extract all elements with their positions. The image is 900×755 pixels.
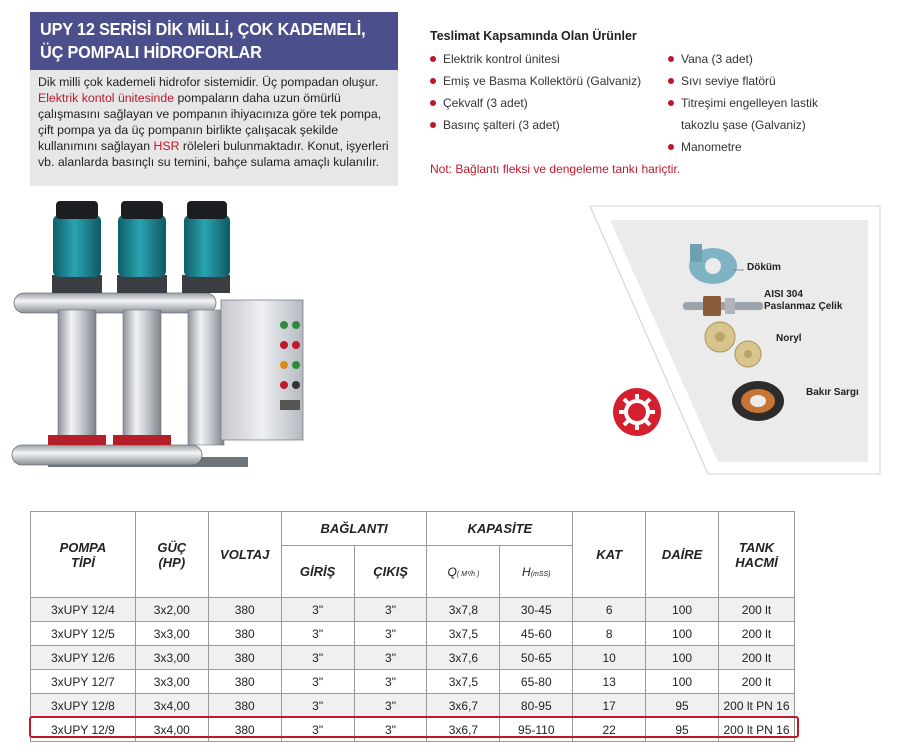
delivery-item — [668, 92, 818, 114]
cell-outlet: 3" — [354, 718, 427, 742]
bullet-icon — [668, 56, 674, 62]
delivery-list-right — [668, 48, 818, 158]
delivery-item-label: takozlu şase (Galvaniz) — [681, 118, 806, 132]
cell-model: 3xUPY 12/4 — [31, 598, 136, 622]
bullet-icon — [430, 56, 436, 62]
cell-outlet: 3" — [354, 646, 427, 670]
bullet-icon — [668, 78, 674, 84]
material-label-stainless: Paslanmaz Çelik — [764, 301, 843, 312]
cell-floors: 13 — [573, 670, 646, 694]
delivery-scope-title: Teslimat Kapsamında Olan Ürünler — [430, 29, 637, 43]
cell-power: 3x4,00 — [135, 718, 208, 742]
materials-background — [588, 204, 882, 476]
cell-head: 95-110 — [500, 718, 573, 742]
header-voltage: VOLTAJ — [208, 512, 281, 598]
cell-floors: 8 — [573, 622, 646, 646]
cell-inlet: 3" — [281, 646, 354, 670]
cell-inlet: 3" — [281, 598, 354, 622]
spec-table-body — [31, 598, 795, 742]
cell-inlet: 3" — [281, 622, 354, 646]
bullet-icon — [668, 100, 674, 106]
gear-wrench-icon — [613, 388, 661, 436]
header-tank-line2: HACMİ — [735, 554, 778, 570]
cell-model: 3xUPY 12/7 — [31, 670, 136, 694]
delivery-item-label: Emiş ve Basma Kollektörü (Galvaniz) — [443, 74, 642, 88]
header-capacity: KAPASİTE — [427, 512, 573, 546]
header-power — [135, 512, 208, 598]
header-head-h — [500, 546, 573, 598]
bullet-icon — [668, 144, 674, 150]
delivery-item-label: Basınç şalteri (3 adet) — [443, 118, 560, 132]
delivery-item-continuation — [668, 114, 818, 136]
cell-floors: 17 — [573, 694, 646, 718]
header-pump-type-line1: POMPA — [59, 539, 107, 555]
material-label-aisi: AISI 304 — [764, 289, 803, 300]
table-row — [31, 646, 795, 670]
description-highlight-hsr: HSR — [153, 139, 180, 153]
cell-head: 30-45 — [500, 598, 573, 622]
product-title — [30, 12, 398, 70]
description-text-3: röleleri bulunmaktadır. Konut, işyerleri vb. alanlarda basınçlı su temini, bahçe sulama amaçlı kulanılır. — [38, 139, 389, 169]
table-row — [31, 694, 795, 718]
cell-power: 3x2,00 — [135, 598, 208, 622]
delivery-item-label: Titreşimi engelleyen lastik — [681, 96, 818, 110]
control-panel — [221, 300, 303, 440]
cell-apartments: 100 — [646, 670, 719, 694]
description-text-2: pompaların daha uzun ömürlü çalışmasını sağlayan ve pompanın ihiyacınıza göre tek pompa, çift pompa ya da üç pompanın birlikte çalışacak şekilde kullanımını sağlayan — [38, 91, 382, 153]
cell-voltage: 380 — [208, 646, 281, 670]
delivery-item-label: Elektrik kontrol ünitesi — [443, 52, 560, 66]
cell-power: 3x3,00 — [135, 646, 208, 670]
header-power-line1: GÜÇ — [157, 539, 187, 555]
material-label-copper: Bakır Sargı — [806, 387, 859, 398]
cell-voltage: 380 — [208, 622, 281, 646]
cell-floors: 6 — [573, 598, 646, 622]
cell-model: 3xUPY 12/9 — [31, 718, 136, 742]
header-flow-q — [427, 546, 500, 598]
description-text-1: Dik milli çok kademeli hidrofor sistemidir. Üç pompadan oluşur. — [38, 75, 379, 89]
cell-apartments: 95 — [646, 718, 719, 742]
cell-model: 3xUPY 12/8 — [31, 694, 136, 718]
cell-flow: 3x6,7 — [427, 718, 500, 742]
delivery-item — [430, 92, 641, 114]
delivery-item — [430, 48, 641, 70]
header-apartment: DAİRE — [646, 512, 719, 598]
product-title-line2: ÜÇ POMPALI HİDROFORLAR — [40, 42, 262, 62]
table-row — [31, 670, 795, 694]
header-tank-line1: TANK — [738, 539, 775, 555]
pump-unit-2 — [113, 201, 171, 445]
product-description — [30, 70, 398, 186]
delivery-item-label: Manometre — [681, 140, 742, 154]
cell-inlet: 3" — [281, 670, 354, 694]
cell-inlet: 3" — [281, 694, 354, 718]
header-h-unit: (mSS) — [530, 570, 551, 578]
cell-apartments: 95 — [646, 694, 719, 718]
header-outlet: ÇIKIŞ — [354, 546, 427, 598]
delivery-item — [668, 70, 818, 92]
delivery-item — [430, 70, 641, 92]
header-pump-type-line2: TİPİ — [71, 554, 95, 570]
cell-outlet: 3" — [354, 670, 427, 694]
cell-floors: 22 — [573, 718, 646, 742]
cell-flow: 3x7,5 — [427, 622, 500, 646]
cell-tank: 200 lt — [719, 622, 795, 646]
cell-outlet: 3" — [354, 598, 427, 622]
cell-power: 3x3,00 — [135, 670, 208, 694]
cell-flow: 3x7,6 — [427, 646, 500, 670]
table-row — [31, 598, 795, 622]
cell-flow: 3x7,8 — [427, 598, 500, 622]
cell-model: 3xUPY 12/6 — [31, 646, 136, 670]
table-row — [31, 622, 795, 646]
cell-voltage: 380 — [208, 694, 281, 718]
cell-tank: 200 lt — [719, 598, 795, 622]
cell-head: 45-60 — [500, 622, 573, 646]
delivery-item-label: Vana (3 adet) — [681, 52, 753, 66]
cell-tank: 200 lt PN 16 — [719, 718, 795, 742]
cell-apartments: 100 — [646, 622, 719, 646]
description-highlight-control-unit: Elektrik kontol ünitesinde — [38, 91, 175, 105]
cell-apartments: 100 — [646, 646, 719, 670]
header-h-symbol: H — [522, 564, 531, 579]
cell-floors: 10 — [573, 646, 646, 670]
bullet-icon — [430, 122, 436, 128]
delivery-item — [668, 136, 818, 158]
cell-head: 65-80 — [500, 670, 573, 694]
header-inlet: GİRİŞ — [281, 546, 354, 598]
bullet-icon — [430, 78, 436, 84]
cell-flow: 3x7,5 — [427, 670, 500, 694]
cell-tank: 200 lt PN 16 — [719, 694, 795, 718]
delivery-list-left — [430, 48, 641, 136]
header-power-line2: (HP) — [158, 554, 186, 570]
table-row — [31, 718, 795, 742]
header-q-unit: ( M³/h ) — [456, 570, 480, 578]
cell-model: 3xUPY 12/5 — [31, 622, 136, 646]
delivery-item — [668, 48, 818, 70]
cell-voltage: 380 — [208, 670, 281, 694]
copper-winding-icon — [732, 381, 784, 421]
cell-inlet: 3" — [281, 718, 354, 742]
material-label-casting: Döküm — [747, 262, 781, 273]
delivery-item — [430, 114, 641, 136]
header-q-symbol: Q — [447, 564, 457, 579]
cell-power: 3x4,00 — [135, 694, 208, 718]
materials-panel — [588, 204, 882, 476]
delivery-item-label: Çekvalf (3 adet) — [443, 96, 528, 110]
spec-table — [30, 511, 795, 742]
header-pump-type — [31, 512, 136, 598]
cell-head: 80-95 — [500, 694, 573, 718]
pump-unit-1 — [48, 201, 106, 445]
delivery-note: Not: Bağlantı fleksi ve dengeleme tankı hariçtir. — [430, 162, 681, 176]
cell-tank: 200 lt — [719, 646, 795, 670]
cell-power: 3x3,00 — [135, 622, 208, 646]
header-connection: BAĞLANTI — [281, 512, 427, 546]
cell-flow: 3x6,7 — [427, 694, 500, 718]
cell-apartments: 100 — [646, 598, 719, 622]
product-title-line1: UPY 12 SERİSİ DİK MİLLİ, ÇOK KADEMELİ, — [40, 19, 366, 39]
cell-outlet: 3" — [354, 622, 427, 646]
bullet-icon — [430, 100, 436, 106]
cell-voltage: 380 — [208, 718, 281, 742]
booster-set-image — [8, 195, 308, 490]
header-floor: KAT — [573, 512, 646, 598]
cell-tank: 200 lt — [719, 670, 795, 694]
cell-voltage: 380 — [208, 598, 281, 622]
delivery-item-label: Sıvı seviye flatörü — [681, 74, 776, 88]
material-label-noryl: Noryl — [776, 333, 802, 344]
cell-head: 50-65 — [500, 646, 573, 670]
header-tank-volume — [719, 512, 795, 598]
cell-outlet: 3" — [354, 694, 427, 718]
